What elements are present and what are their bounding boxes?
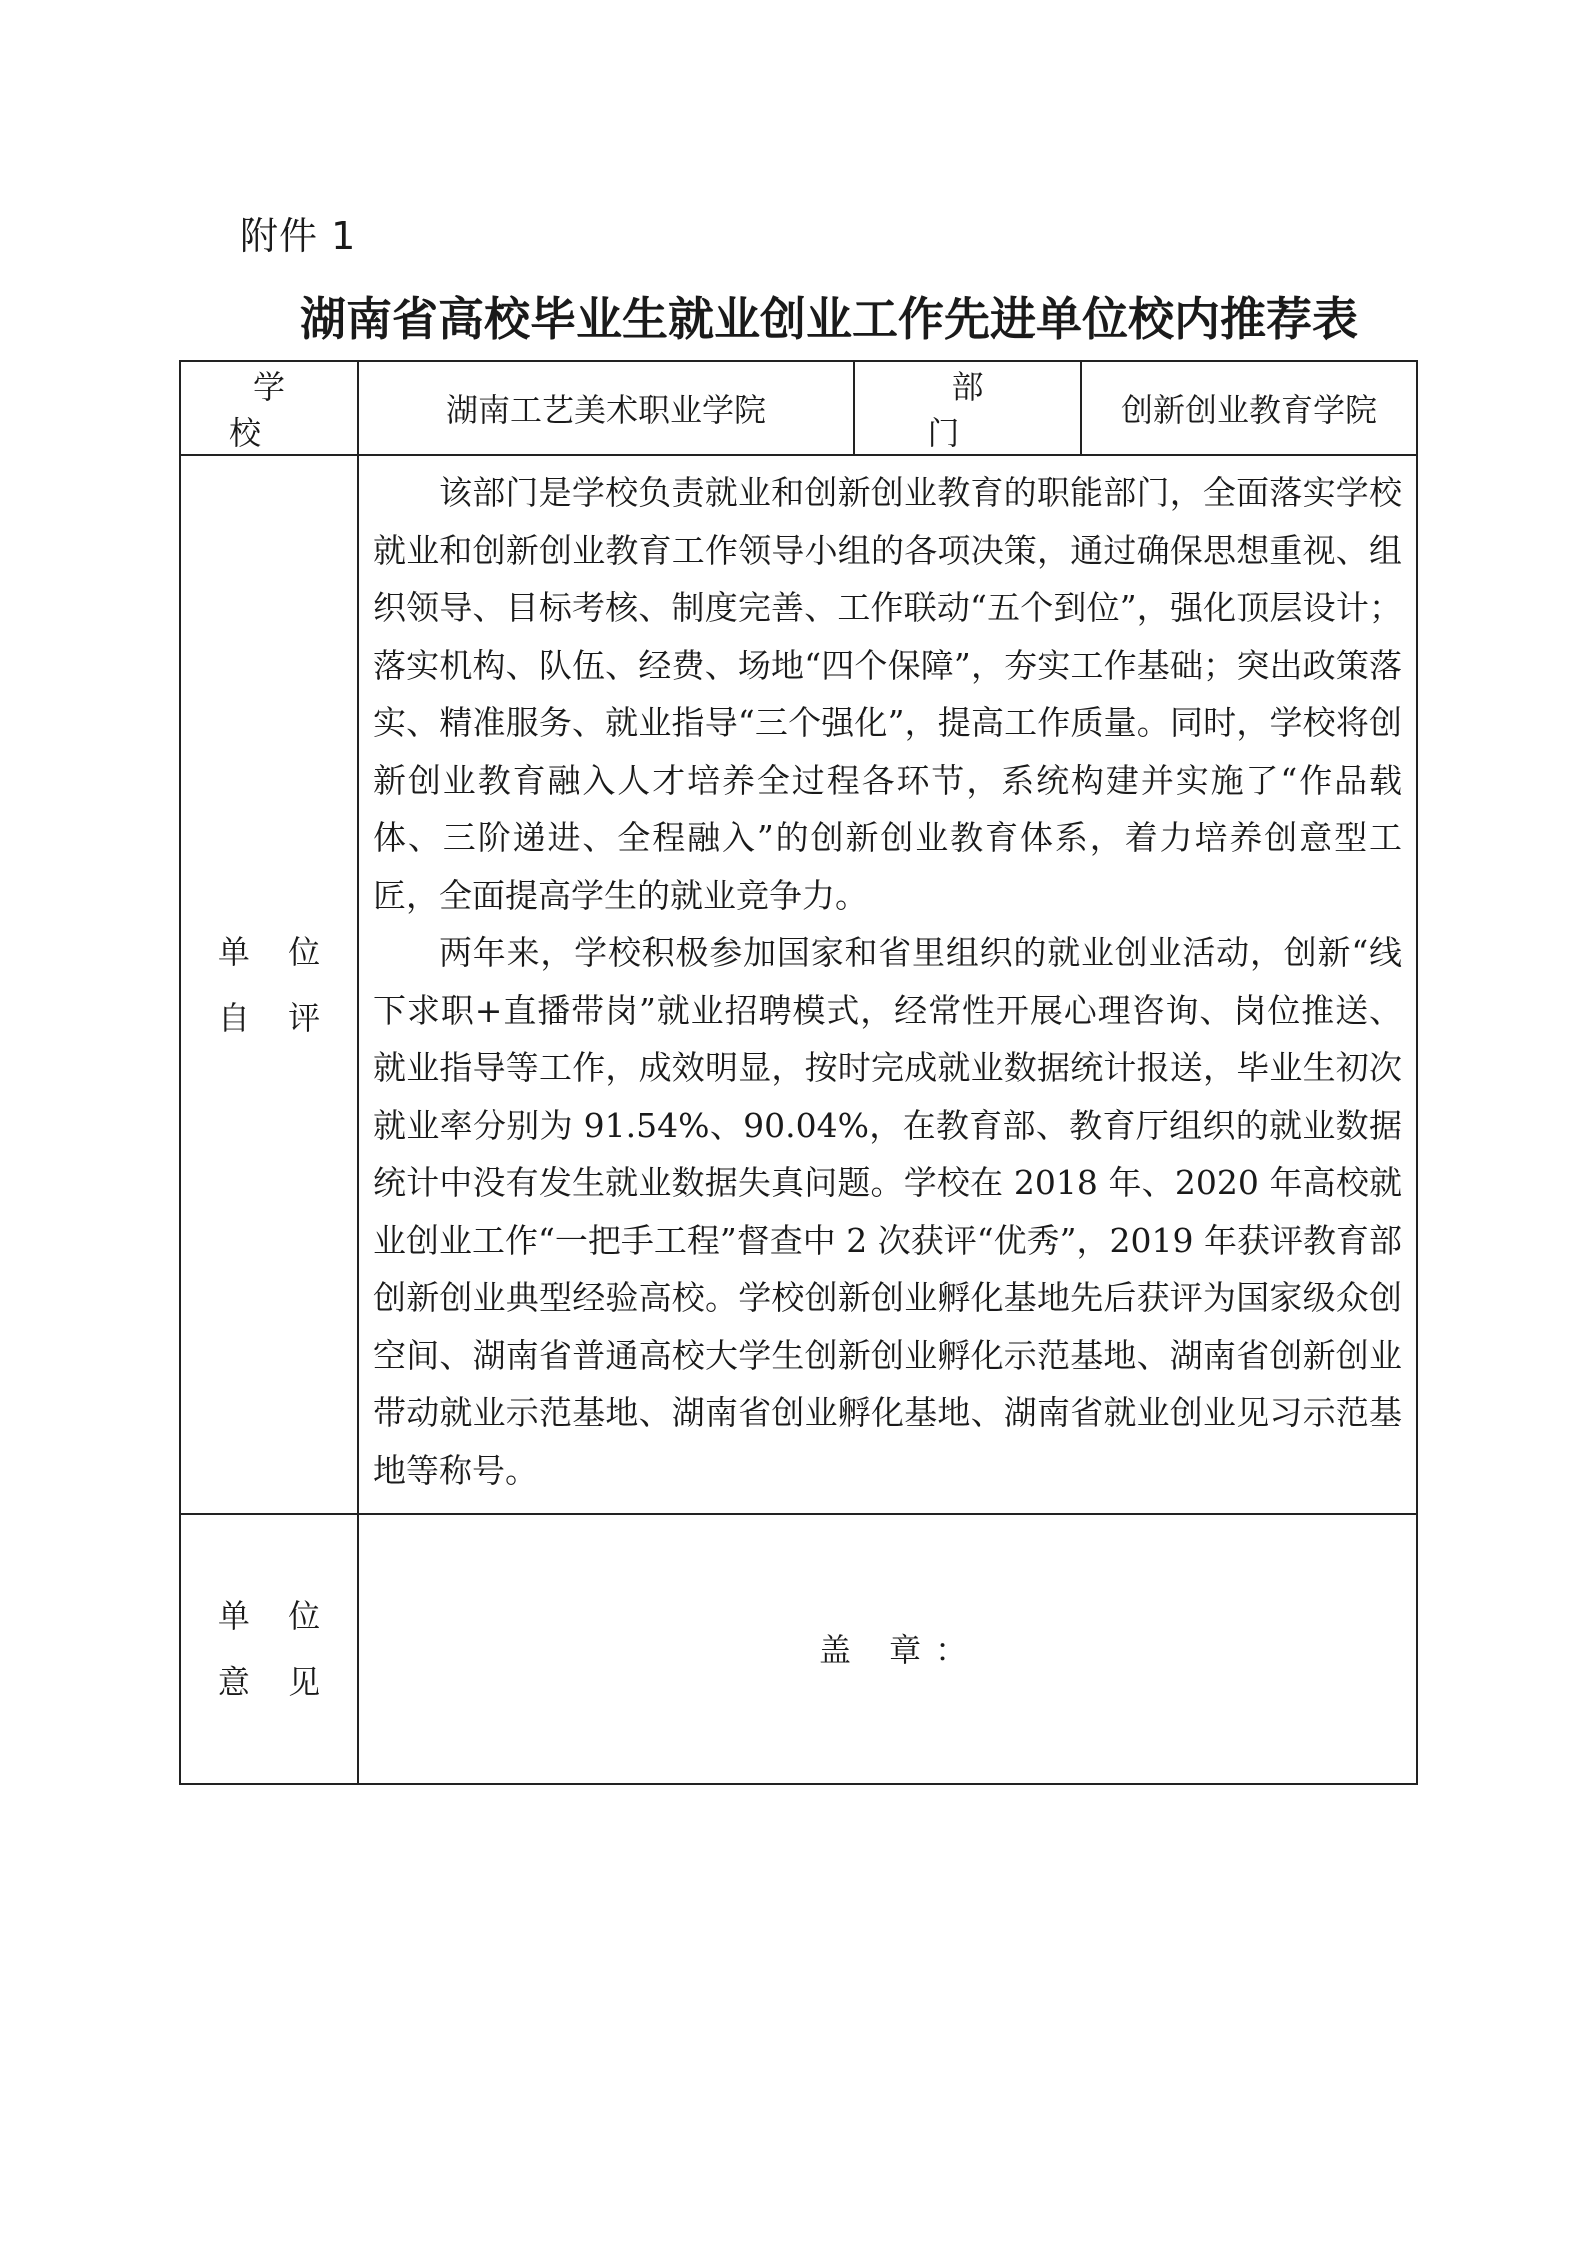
opinion-label-line1: 单 位: [217, 1597, 335, 1635]
opinion-label-cell: [180, 1514, 358, 1784]
page-title: 湖南省高校毕业生就业创业工作先进单位校内推荐表: [300, 292, 1358, 346]
school-value-cell: [358, 361, 854, 455]
school-value: 湖南工艺美术职业学院: [445, 391, 766, 429]
self-eval-label-cell: [180, 455, 358, 1514]
opinion-label-line2: 意 见: [217, 1663, 335, 1701]
self-eval-row: [180, 455, 1417, 1514]
self-eval-label-line1: 单 位: [217, 932, 335, 971]
department-value: 创新创业教育学院: [1120, 391, 1377, 429]
department-label-cell: [854, 361, 1081, 455]
attachment-label: 附件 1: [240, 214, 357, 258]
recommendation-form-table: [179, 360, 1418, 1785]
department-value-cell: [1081, 361, 1417, 455]
school-label-cell: [180, 361, 358, 455]
header-row: [180, 361, 1417, 455]
self-eval-paragraph-1: 该部门是学校负责就业和创新创业教育的职能部门，全面落实学校就业和创新创业教育工作领导小组的各项决策，通过确保思想重视、组织领导、目标考核、制度完善、工作联动“五个到位”，强化顶层设计；落实机构、队伍、经费、场地“四个保障”，夯实工作基础；突出政策落实、精准服务、就业指导“三个强化”，提高工作质量。同时，学校将创新创业教育融入人才培养全过程各环节，系统构建并实施了“作品载体、三阶递进、全程融入”的创新创业教育体系，着力培养创意型工匠，全面提高学生的就业竞争力。: [373, 473, 1402, 915]
opinion-row: [180, 1514, 1417, 1784]
school-label: 学 校: [228, 368, 333, 452]
department-label: 部 门: [927, 368, 1032, 452]
self-eval-paragraph-2: 两年来，学校积极参加国家和省里组织的就业创业活动，创新“线下求职+直播带岗”就业招聘模式，经常性开展心理咨询、岗位推送、就业指导等工作，成效明显，按时完成就业数据统计报送，毕业生初次就业率分别为 91.54%、90.04%，在教育部、教育厅组织的就业数据统计中没有发生就业数据失真问题。学校在 2018 年、2020 年高校就业创业工作“一把手工程”督查中 2 次获评“优秀”，2019 年获评教育部创新创业典型经验高校。学校创新创业孵化基地先后获评为国家级众创空间、湖南省普通高校大学生创新创业孵化示范基地、湖南省创新创业带动就业示范基地、湖南省创业孵化基地、湖南省就业创业见习示范基地等称号。: [373, 933, 1402, 1490]
self-eval-content-cell: [358, 455, 1417, 1514]
stamp-label: 盖 章：: [819, 1631, 982, 1669]
opinion-content-cell: [358, 1514, 1417, 1784]
self-eval-label-line2: 自 评: [217, 998, 335, 1037]
